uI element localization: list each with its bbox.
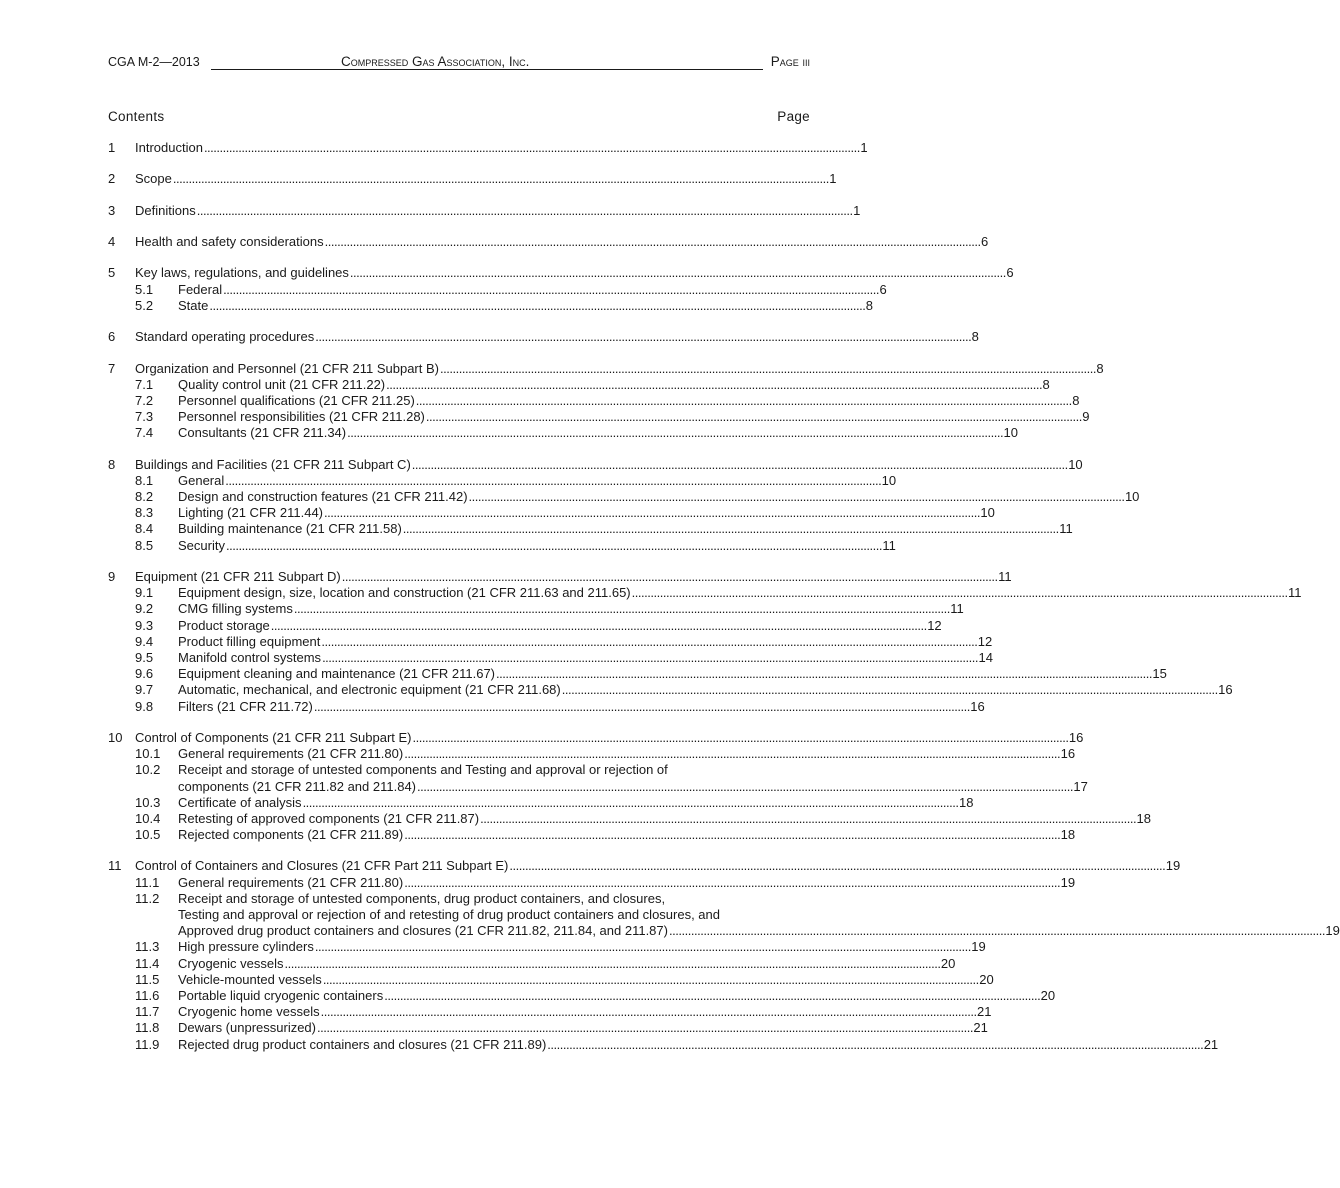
toc-entry-number: 9.8 <box>135 698 154 714</box>
toc-entry-page: 1 <box>860 139 868 155</box>
toc-entry-title: Quality control unit (21 CFR 211.22) <box>178 376 386 392</box>
toc-entry-title: Security <box>178 537 225 553</box>
toc-entry[interactable] <box>108 858 1181 874</box>
toc-entry[interactable] <box>108 202 861 219</box>
toc-entry-number: 11.4 <box>135 955 160 971</box>
dot-leader <box>317 1020 971 1036</box>
toc-entry-page: 16 <box>1218 682 1233 698</box>
toc-entry[interactable] <box>108 955 956 972</box>
toc-entry-page: 19 <box>1165 858 1181 874</box>
toc-entry-number: 9.4 <box>135 633 154 649</box>
toc-entry[interactable] <box>108 729 1084 746</box>
toc-entry-title: Health and safety considerations <box>135 234 324 250</box>
dot-leader <box>324 505 978 521</box>
dot-leader <box>315 939 969 955</box>
dot-leader <box>403 521 1057 537</box>
dot-leader <box>412 457 1066 473</box>
toc-entry[interactable] <box>108 376 1050 393</box>
toc-entry-number: 10 <box>108 729 123 745</box>
toc-entry-title: Key laws, regulations, and guidelines <box>135 265 349 281</box>
toc-entry-title: Scope <box>135 171 172 187</box>
toc-entry[interactable] <box>108 827 1076 843</box>
toc-entry[interactable] <box>108 649 993 666</box>
toc-entry-page: 20 <box>940 955 956 971</box>
page-number: Page iii <box>770 54 810 69</box>
toc-entry-number: 8.2 <box>135 489 154 505</box>
toc-entry[interactable] <box>108 666 1167 682</box>
dot-leader <box>469 489 1123 505</box>
dot-leader <box>404 875 1058 891</box>
toc-entry-page: 10 <box>980 505 995 521</box>
toc-entry-page: 8 <box>971 329 979 345</box>
dot-leader <box>496 666 1150 682</box>
toc-entry[interactable] <box>108 585 1302 601</box>
dot-leader <box>384 988 1038 1004</box>
toc-entry[interactable] <box>108 297 873 314</box>
dot-leader <box>197 203 851 219</box>
toc-entry-page: 1 <box>853 202 861 218</box>
toc-entry-page: 10 <box>1124 489 1140 505</box>
toc-entry-page: 18 <box>958 794 974 810</box>
toc-entry-page: 12 <box>977 633 993 649</box>
toc-entry[interactable] <box>108 939 986 955</box>
toc-entry-title: Introduction <box>135 139 203 155</box>
toc-entry-number: 8 <box>108 456 116 472</box>
toc-entry-number: 5 <box>108 265 116 281</box>
toc-entry-title: Organization and Personnel (21 CFR 211 Subpart B) <box>135 360 439 376</box>
dot-leader <box>669 923 1323 939</box>
toc-entry-page: 8 <box>1042 376 1050 392</box>
toc-entry-page: 1 <box>829 171 837 187</box>
toc-entry[interactable] <box>108 234 989 250</box>
toc-entry-page: 11 <box>998 569 1012 585</box>
toc-entry-title: Dewars (unpressurized) <box>178 1020 316 1036</box>
dot-leader <box>322 650 976 666</box>
toc-entry[interactable] <box>108 682 1233 698</box>
toc-entry[interactable] <box>108 746 1076 762</box>
dot-leader <box>480 811 1134 827</box>
toc-entry-number: 9.5 <box>135 649 154 665</box>
toc-entry-title: High pressure cylinders <box>178 939 314 955</box>
toc-entry-number: 8.1 <box>135 472 154 488</box>
table-of-contents <box>108 139 1340 1053</box>
dot-leader <box>347 425 1001 441</box>
toc-entry-number: 9.3 <box>135 617 154 633</box>
toc-entry[interactable] <box>108 601 964 617</box>
toc-entry-title: General requirements (21 CFR 211.80) <box>178 746 404 762</box>
toc-entry-title-line: Testing and approval or rejection of and retesting of drug product containers and closures, and <box>178 907 721 923</box>
dot-leader <box>225 473 879 489</box>
toc-entry-page: 21 <box>977 1004 992 1020</box>
dot-leader <box>404 827 1058 843</box>
toc-entry-number: 11.3 <box>135 939 160 955</box>
toc-entry-number: 11.8 <box>135 1020 160 1036</box>
toc-entry-page: 12 <box>927 617 942 633</box>
toc-entry-title: Approved drug product containers and closures (21 CFR 211.82, 211.84, and 211.87) <box>178 923 668 939</box>
toc-entry-title: Consultants (21 CFR 211.34) <box>178 425 347 441</box>
page-header <box>108 55 810 71</box>
dot-leader <box>321 1004 975 1020</box>
toc-entry-number: 7.1 <box>135 376 154 392</box>
toc-entry-number: 11.7 <box>135 1004 160 1020</box>
dot-leader <box>209 298 863 314</box>
dot-leader <box>314 699 968 715</box>
toc-entry-title: Retesting of approved components (21 CFR 211.87) <box>178 810 480 826</box>
toc-entry-page: 19 <box>1060 874 1076 890</box>
toc-entry[interactable] <box>108 392 1080 409</box>
toc-entry-page: 16 <box>1060 746 1076 762</box>
toc-entry-title: Standard operating procedures <box>135 329 315 345</box>
toc-entry-title: Cryogenic vessels <box>178 955 284 971</box>
toc-entry-number: 9.6 <box>135 666 154 682</box>
dot-leader <box>294 601 948 617</box>
toc-entry-number: 8.5 <box>135 537 154 553</box>
toc-entry-title: Control of Containers and Closures (21 CFR Part 211 Subpart E) <box>135 858 509 874</box>
toc-entry-number: 7.3 <box>135 409 154 425</box>
toc-entry-title-line: Receipt and storage of untested components, drug product containers, and closures, <box>178 890 666 906</box>
toc-entry-page: 8 <box>1072 392 1080 408</box>
toc-entry[interactable] <box>108 987 1056 1004</box>
toc-entry-number: 11.1 <box>135 874 160 890</box>
toc-entry-title: Equipment design, size, location and construction (21 CFR 211.63 and 211.65) <box>178 585 631 601</box>
toc-entry-page: 15 <box>1152 666 1167 682</box>
toc-entry-number: 5.1 <box>135 281 154 297</box>
toc-entry-title: General <box>178 472 225 488</box>
dot-leader <box>342 569 996 585</box>
dot-leader <box>416 393 1070 409</box>
toc-entry-page: 18 <box>1136 810 1151 826</box>
toc-entry-number: 2 <box>108 171 116 187</box>
toc-entry[interactable] <box>108 1036 1219 1053</box>
toc-entry-number: 7.2 <box>135 392 154 408</box>
toc-entry-page: 11 <box>1059 521 1073 537</box>
toc-entry[interactable] <box>108 874 1076 891</box>
toc-entry-page: 21 <box>973 1020 988 1036</box>
toc-entry[interactable] <box>108 425 1018 441</box>
toc-entry-page: 21 <box>1203 1036 1219 1052</box>
toc-entry-title: General requirements (21 CFR 211.80) <box>178 874 404 890</box>
toc-entry-page: 6 <box>1006 265 1014 281</box>
toc-entry[interactable] <box>108 537 896 554</box>
toc-entry-page: 14 <box>978 649 993 665</box>
toc-entry-title: Personnel responsibilities (21 CFR 211.28) <box>178 409 425 425</box>
dot-leader <box>321 634 975 650</box>
toc-entry-number: 11 <box>108 858 122 874</box>
dot-leader <box>562 682 1216 698</box>
toc-entry[interactable] <box>108 456 1083 473</box>
toc-entry-number: 6 <box>108 329 116 345</box>
toc-entry-title: Definitions <box>135 202 196 218</box>
toc-entry-title: Equipment (21 CFR 211 Subpart D) <box>135 569 341 585</box>
toc-entry[interactable] <box>108 569 1012 585</box>
toc-entry[interactable] <box>108 360 1104 377</box>
toc-entry-number: 1 <box>108 139 116 155</box>
dot-leader <box>173 171 827 187</box>
toc-entry[interactable] <box>108 265 1014 282</box>
toc-entry-number: 10.3 <box>135 794 161 810</box>
toc-entry-title: Filters (21 CFR 211.72) <box>178 698 313 714</box>
toc-entry[interactable] <box>108 698 985 715</box>
toc-entry-title: Certificate of analysis <box>178 794 302 810</box>
toc-entry-page: 10 <box>881 472 897 488</box>
dot-leader <box>303 795 957 811</box>
toc-entry-number: 9.1 <box>135 585 154 601</box>
dot-leader <box>386 377 1040 393</box>
toc-entry-number: 7.4 <box>135 425 154 441</box>
toc-entry-page: 6 <box>879 281 887 297</box>
toc-entry-page: 6 <box>981 234 989 250</box>
header-rule <box>211 69 763 70</box>
toc-entry-title: Building maintenance (21 CFR 211.58) <box>178 521 402 537</box>
toc-entry-title: components (21 CFR 211.82 and 211.84) <box>178 778 416 794</box>
dot-leader <box>417 779 1071 795</box>
toc-entry-number: 9.7 <box>135 682 154 698</box>
toc-entry-number: 9 <box>108 569 116 585</box>
toc-entry-title: Manifold control systems <box>178 649 322 665</box>
toc-entry-number: 10.1 <box>135 746 161 762</box>
toc-entry[interactable] <box>108 617 942 634</box>
toc-entry-title: Control of Components (21 CFR 211 Subpart E) <box>135 729 412 745</box>
toc-entry[interactable] <box>108 633 993 650</box>
toc-entry[interactable] <box>108 890 1340 940</box>
toc-entry-page: 17 <box>1073 778 1088 794</box>
document-id: CGA M-2—2013 <box>108 55 200 69</box>
toc-entry-title: Federal <box>178 281 223 297</box>
dot-leader <box>204 140 858 156</box>
toc-entry-number: 8.4 <box>135 521 154 537</box>
toc-entry-page: 11 <box>950 601 964 617</box>
toc-entry[interactable] <box>108 171 837 187</box>
dot-leader <box>632 585 1286 601</box>
toc-entry-title: Rejected drug product containers and closures (21 CFR 211.89) <box>178 1036 547 1052</box>
toc-entry-page: 16 <box>970 698 985 714</box>
toc-entry-title: Personnel qualifications (21 CFR 211.25) <box>178 392 415 408</box>
dot-leader <box>404 746 1058 762</box>
toc-entry-number: 11.9 <box>135 1036 160 1052</box>
toc-entry[interactable] <box>108 794 974 811</box>
toc-entry[interactable] <box>108 489 1140 505</box>
toc-entry-title: Equipment cleaning and maintenance (21 CFR 211.67) <box>178 666 496 682</box>
toc-entry[interactable] <box>108 139 868 156</box>
dot-leader <box>509 858 1163 874</box>
toc-entry-page: 16 <box>1068 729 1084 745</box>
dot-leader <box>440 361 1094 377</box>
toc-entry-title: State <box>178 297 209 313</box>
toc-entry-title-line: Receipt and storage of untested components and Testing and approval or rejection of <box>178 762 668 778</box>
toc-entry-number: 11.2 <box>135 890 160 906</box>
toc-entry-page: 11 <box>1288 585 1302 601</box>
toc-entry-title: Lighting (21 CFR 211.44) <box>178 505 324 521</box>
toc-entry-title: Rejected components (21 CFR 211.89) <box>178 827 404 843</box>
dot-leader <box>413 730 1067 746</box>
toc-entry[interactable] <box>108 505 995 521</box>
toc-entry-title: Product filling equipment <box>178 633 321 649</box>
dot-leader <box>547 1037 1201 1053</box>
toc-entry[interactable] <box>108 1004 992 1020</box>
toc-entry[interactable] <box>108 281 887 298</box>
toc-entry-title: Product storage <box>178 617 270 633</box>
toc-entry-number: 7 <box>108 360 116 376</box>
toc-entry-number: 4 <box>108 234 116 250</box>
toc-entry[interactable] <box>108 762 1088 794</box>
toc-entry-title: Design and construction features (21 CFR 211.42) <box>178 489 468 505</box>
toc-entry-title: Automatic, mechanical, and electronic equipment (21 CFR 211.68) <box>178 682 561 698</box>
dot-leader <box>350 265 1004 281</box>
toc-entry-page: 19 <box>971 939 986 955</box>
toc-heading <box>108 109 810 127</box>
toc-entry-number: 10.5 <box>135 827 161 843</box>
contents-label: Contents <box>108 109 165 124</box>
toc-entry-number: 10.2 <box>135 762 161 778</box>
dot-leader <box>271 618 925 634</box>
toc-entry-title: Vehicle-mounted vessels <box>178 971 322 987</box>
dot-leader <box>323 972 977 988</box>
toc-entry[interactable] <box>108 1020 988 1036</box>
toc-entry-number: 10.4 <box>135 810 161 826</box>
dot-leader <box>426 409 1080 425</box>
dot-leader <box>226 538 880 554</box>
toc-entry-page: 20 <box>979 971 994 987</box>
dot-leader <box>285 956 939 972</box>
toc-entry-page: 11 <box>882 537 896 553</box>
toc-entry-page: 8 <box>1096 360 1104 376</box>
publisher-name: Compressed Gas Association, Inc. <box>341 54 530 69</box>
toc-entry-title: Cryogenic home vessels <box>178 1004 320 1020</box>
toc-entry[interactable] <box>108 329 979 345</box>
toc-entry[interactable] <box>108 810 1151 827</box>
toc-entry-title: CMG filling systems <box>178 601 293 617</box>
toc-entry-page: 18 <box>1060 827 1076 843</box>
dot-leader <box>315 329 969 345</box>
toc-entry-title: Portable liquid cryogenic containers <box>178 987 384 1003</box>
toc-entry-number: 9.2 <box>135 601 154 617</box>
dot-leader <box>223 282 877 298</box>
toc-entry[interactable] <box>108 409 1090 425</box>
toc-entry-page: 9 <box>1082 409 1090 425</box>
page-column-label: Page <box>777 109 810 124</box>
toc-entry-page: 10 <box>1068 456 1083 472</box>
dot-leader <box>325 234 979 250</box>
toc-entry-page: 20 <box>1040 987 1056 1003</box>
toc-entry-title: Buildings and Facilities (21 CFR 211 Subpart C) <box>135 456 411 472</box>
toc-entry-number: 3 <box>108 202 116 218</box>
toc-entry-number: 11.5 <box>135 971 160 987</box>
toc-entry-page: 8 <box>865 297 873 313</box>
toc-entry[interactable] <box>108 472 897 489</box>
toc-entry-number: 5.2 <box>135 297 154 313</box>
toc-entry-page: 10 <box>1003 425 1018 441</box>
toc-entry[interactable] <box>108 521 1073 538</box>
toc-entry[interactable] <box>108 971 994 988</box>
toc-entry-number: 11.6 <box>135 987 160 1003</box>
toc-entry-page: 19 <box>1325 923 1340 939</box>
toc-entry-number: 8.3 <box>135 505 154 521</box>
